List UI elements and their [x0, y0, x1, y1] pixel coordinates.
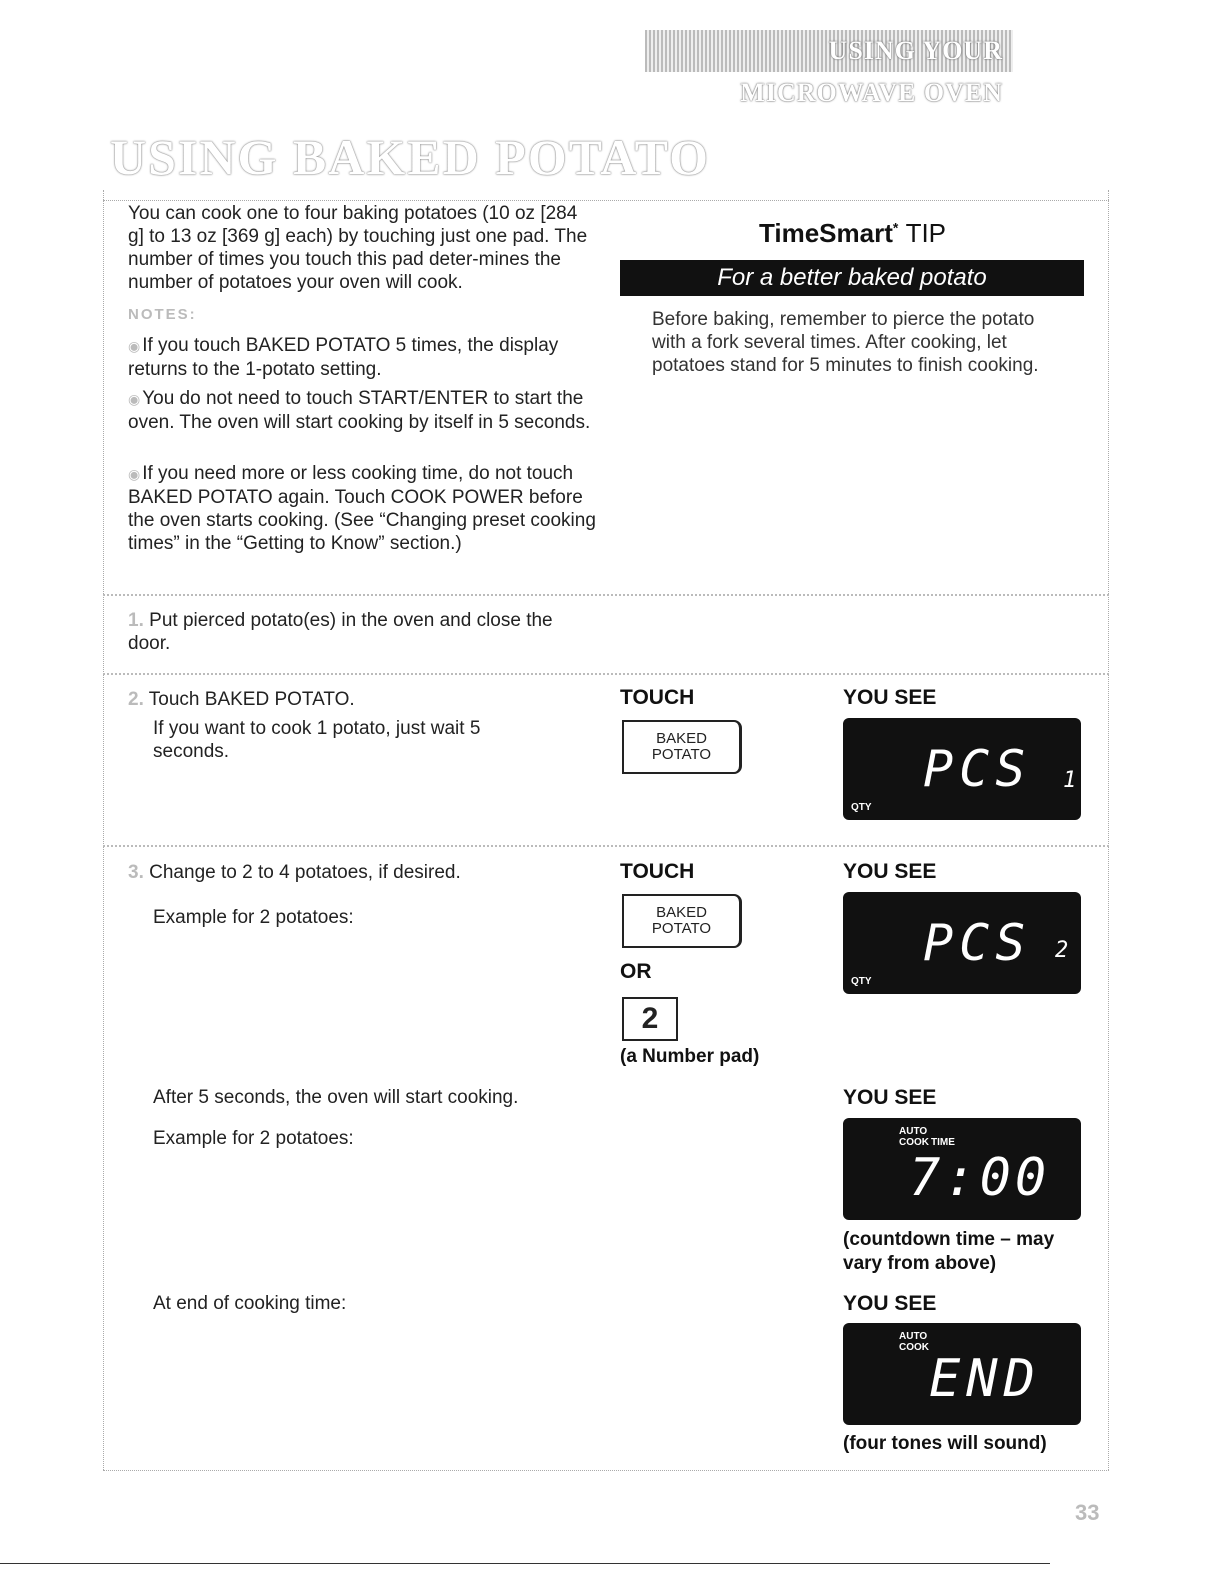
pad-label-line: BAKED: [656, 904, 707, 921]
display-main-readout: PCS: [923, 740, 1032, 798]
pad-label-line: POTATO: [651, 920, 712, 937]
step-text: Touch BAKED POTATO.: [148, 689, 355, 710]
note-item: [128, 334, 598, 381]
oven-display: [843, 892, 1081, 994]
display-tag: COOK: [899, 1137, 929, 1148]
section-banner: USING YOUR MICROWAVE OVEN: [645, 30, 1013, 72]
or-label: OR: [620, 960, 652, 983]
tip-brand-name: TimeSmart: [758, 218, 893, 248]
number-pad: 2: [622, 997, 678, 1041]
pad-label-line: POTATO: [651, 746, 712, 763]
step-3-sub: Example for 2 potatoes:: [153, 907, 354, 928]
frame-right-border: [1108, 190, 1110, 1470]
tip-heading: For a better baked potato: [620, 260, 1084, 296]
note-text: You do not need to touch START/ENTER to start the oven. The oven will start cooking by itself in 5 seconds.: [128, 388, 591, 433]
divider: [103, 594, 1109, 597]
footer-rule: [0, 1563, 1050, 1564]
touch-label: TOUCH: [620, 860, 695, 883]
intro-paragraph: You can cook one to four baking potatoes (10 oz [284 g] to 13 oz [369 g] each) by touching just one pad. The number of times you touch this pad deter-mines the number of potatoes your oven will cook.: [128, 203, 588, 293]
tip-brand: [620, 218, 1085, 249]
oven-display: [843, 1323, 1081, 1425]
step-text: Put pierced potato(es) in the oven and close the door.: [128, 610, 553, 654]
bullet-icon: ◉: [128, 466, 141, 482]
step-3: [128, 861, 568, 884]
end-caption: (four tones will sound): [843, 1433, 1047, 1454]
page-number: 33: [1075, 1500, 1100, 1525]
step-2-sub: If you want to cook 1 potato, just wait 5 seconds.: [153, 718, 481, 762]
display-small-readout: 2: [1055, 938, 1069, 963]
divider: [103, 673, 1109, 676]
display-tag: QTY: [851, 976, 872, 987]
step-2: [128, 688, 568, 711]
bullet-icon: ◉: [128, 338, 141, 354]
display-tag: TIME: [931, 1137, 955, 1148]
step-number: 1.: [128, 610, 144, 631]
end-text: At end of cooking time:: [153, 1293, 347, 1314]
step-number: 2.: [128, 689, 144, 710]
page-title: USING BAKED POTATO: [110, 129, 710, 185]
notes-title: NOTES:: [128, 306, 197, 323]
step-number: 3.: [128, 862, 144, 883]
display-tag: AUTO: [899, 1126, 928, 1137]
display-tag: QTY: [851, 802, 872, 813]
note-item: [128, 462, 598, 555]
display-tag: COOK: [899, 1342, 929, 1353]
you-see-label: YOU SEE: [843, 686, 937, 709]
divider: [103, 845, 1109, 848]
you-see-label: YOU SEE: [843, 1292, 937, 1315]
tip-text: Before baking, remember to pierce the potato with a fork several times. After cooking, let potatoes stand for 5 minutes to finish cooking.: [652, 309, 1039, 376]
baked-potato-pad: [622, 720, 742, 774]
you-see-label: YOU SEE: [843, 860, 937, 883]
oven-display: [843, 1118, 1081, 1220]
number-pad-caption: (a Number pad): [620, 1046, 760, 1067]
you-see-label: YOU SEE: [843, 1086, 937, 1109]
display-main-readout: PCS: [923, 914, 1032, 972]
after-text: After 5 seconds, the oven will start cooking.: [153, 1087, 519, 1108]
step-1: [128, 609, 568, 655]
note-text: If you touch BAKED POTATO 5 times, the display returns to the 1-potato setting.: [128, 335, 559, 380]
bullet-icon: ◉: [128, 391, 141, 407]
display-main-readout: END: [929, 1349, 1041, 1409]
frame-left-border: [103, 190, 105, 1470]
after-sub: Example for 2 potatoes:: [153, 1128, 354, 1149]
touch-label: TOUCH: [620, 686, 695, 709]
pad-label-line: BAKED: [656, 730, 707, 747]
tip-brand-suffix: TIP: [905, 218, 947, 248]
tip-brand-mark: *: [892, 219, 899, 236]
display-main-readout: 7:00: [909, 1148, 1051, 1208]
oven-display: [843, 718, 1081, 820]
frame-bottom-border: [103, 1470, 1109, 1472]
display-small-readout: 1: [1063, 768, 1077, 793]
baked-potato-pad: [622, 894, 742, 948]
display-tag: AUTO: [899, 1331, 928, 1342]
step-text: Change to 2 to 4 potatoes, if desired.: [149, 862, 461, 883]
countdown-caption: (countdown time – may vary from above): [843, 1229, 1055, 1274]
note-item: [128, 387, 598, 434]
note-text: If you need more or less cooking time, do not touch BAKED POTATO again. Touch COOK POWER before the oven starts cooking. (See “Changing preset cooking times” in the “Getting to Know” section.): [128, 463, 596, 554]
